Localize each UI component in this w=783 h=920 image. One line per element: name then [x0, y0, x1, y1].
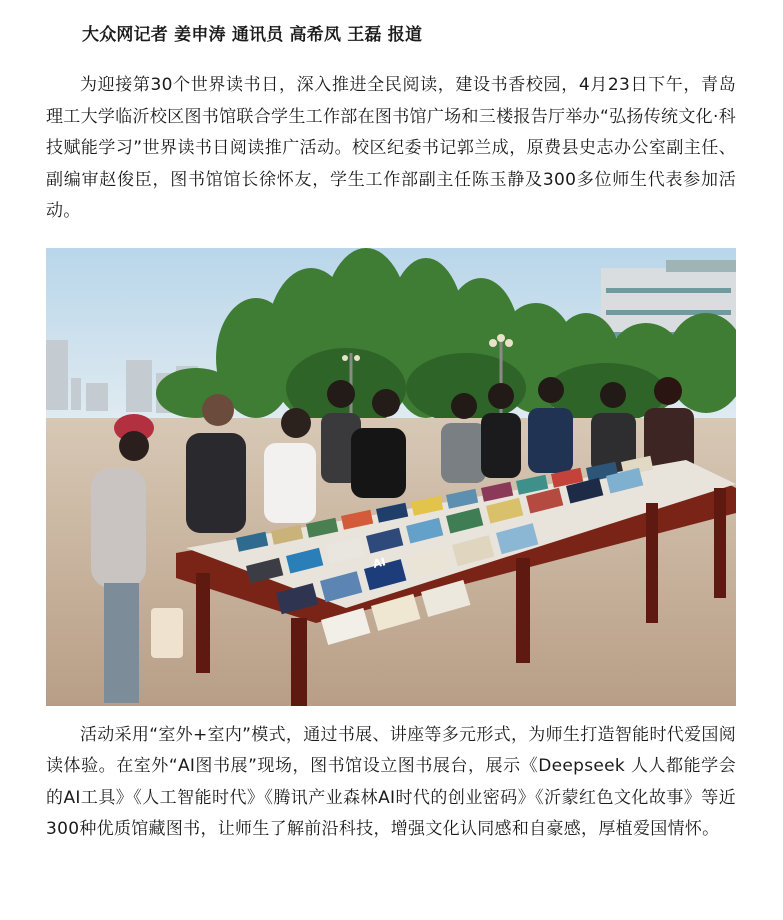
paragraph-intro: 为迎接第30个世界读书日，深入推进全民阅读，建设书香校园，4月23日下午，青岛理工大学临沂校区图书馆联合学生工作部在图书馆广场和三楼报告厅举办“弘扬传统文化·科技赋能学习”世界读书日阅读推广活动。校区纪委书记郭兰成，原费县史志办公室副主任、副编审赵俊臣，图书馆馆长徐怀友，学生工作部副主任陈玉静及300多位师生代表参加活动。 — [46, 75, 736, 221]
event-photo — [46, 248, 736, 706]
photo-book-text: AI — [371, 554, 387, 571]
article — [46, 0, 736, 846]
byline: 大众网记者 姜申涛 通讯员 高希凤 王磊 报道 — [82, 25, 423, 45]
paragraph-activity: 活动采用“室外+室内”模式，通过书展、讲座等多元形式，为师生打造智能时代爱国阅读体验。在室外“AI图书展”现场，图书馆设立图书展台，展示《Deepseek 人人都能学会的AI工具》《人工智能时代》《腾讯产业森林AI时代的创业密码》《沂蒙红色文化故事》等近300种优质馆藏图书，让师生了解前沿科技，增强文化认同感和自豪感，厚植爱国情怀。 — [46, 724, 736, 839]
